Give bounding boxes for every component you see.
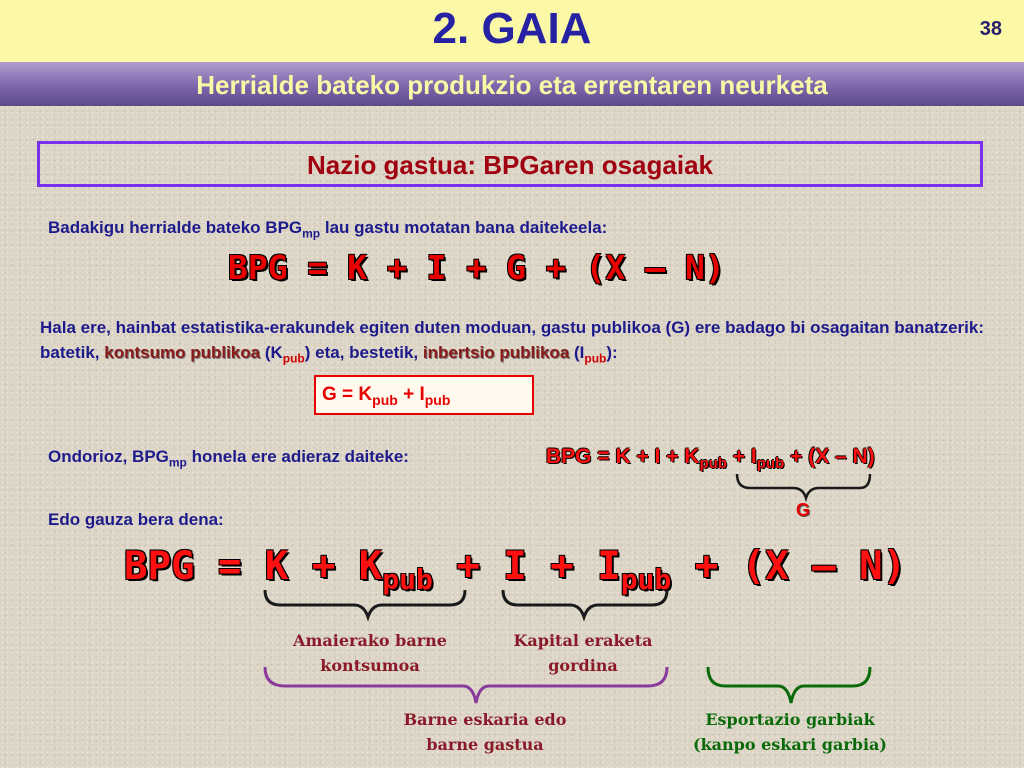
bracket-g <box>737 474 870 498</box>
g-formula: $G = K_{pub} + I_{pub}$ <box>322 384 451 408</box>
equation-2: BPG = $K + I + K_{pub} + I_{pub} + (X - N)$ <box>546 445 875 473</box>
highlight-public-consumption: kontsumo publikoa <box>104 343 261 362</box>
section-title: Nazio gastua: BPGaren osagaiak <box>306 150 714 180</box>
page-title: 2. GAIA <box>432 4 592 53</box>
intro-text: Badakigu herrialde bateko $BPG_{mp}$ lau gastu motatan bana daitekeela: <box>48 218 608 241</box>
label-net-exports: Esportazio garbiak (kanpo eskari garbia) <box>693 710 887 754</box>
same-thing-text: Edo gauza bera dena: <box>48 510 224 529</box>
bracket-capital <box>503 590 667 617</box>
label-gross-capital: Kapital eraketa gordina <box>513 631 653 675</box>
equation-1: BPG = K + I + G + (X – N) <box>228 248 725 287</box>
consequence-text: Ondorioz, $BPG_{mp}$ honela ere adieraz daiteke: <box>48 447 409 470</box>
label-domestic-demand: Barne eskaria edo barne gastua <box>403 710 567 754</box>
g-label: G <box>796 500 811 520</box>
bracket-consumption <box>265 590 465 617</box>
equation-3: BPG = $K + K_{pub} + I + I_{pub} + (X - N)$ <box>124 544 907 596</box>
bracket-net-exports <box>708 667 870 703</box>
page-number: 38 <box>979 18 1002 40</box>
subtitle: Herrialde bateko produkzio eta errentaren neurketa <box>196 70 828 100</box>
highlight-public-investment: inbertsio publikoa <box>422 343 570 362</box>
label-final-consumption: Amaierako barne kontsumoa <box>293 631 447 675</box>
paragraph: Hala ere, hainbat estatistika-erakundek egiten duten moduan, gastu publikoa (G) ere badago bi osagaitan banatzerik: batetik, kontsumo publikoa $(K_{pub})$ eta, bestetik, inbertsio publikoa $(I_{pub})$: <box>40 318 984 366</box>
